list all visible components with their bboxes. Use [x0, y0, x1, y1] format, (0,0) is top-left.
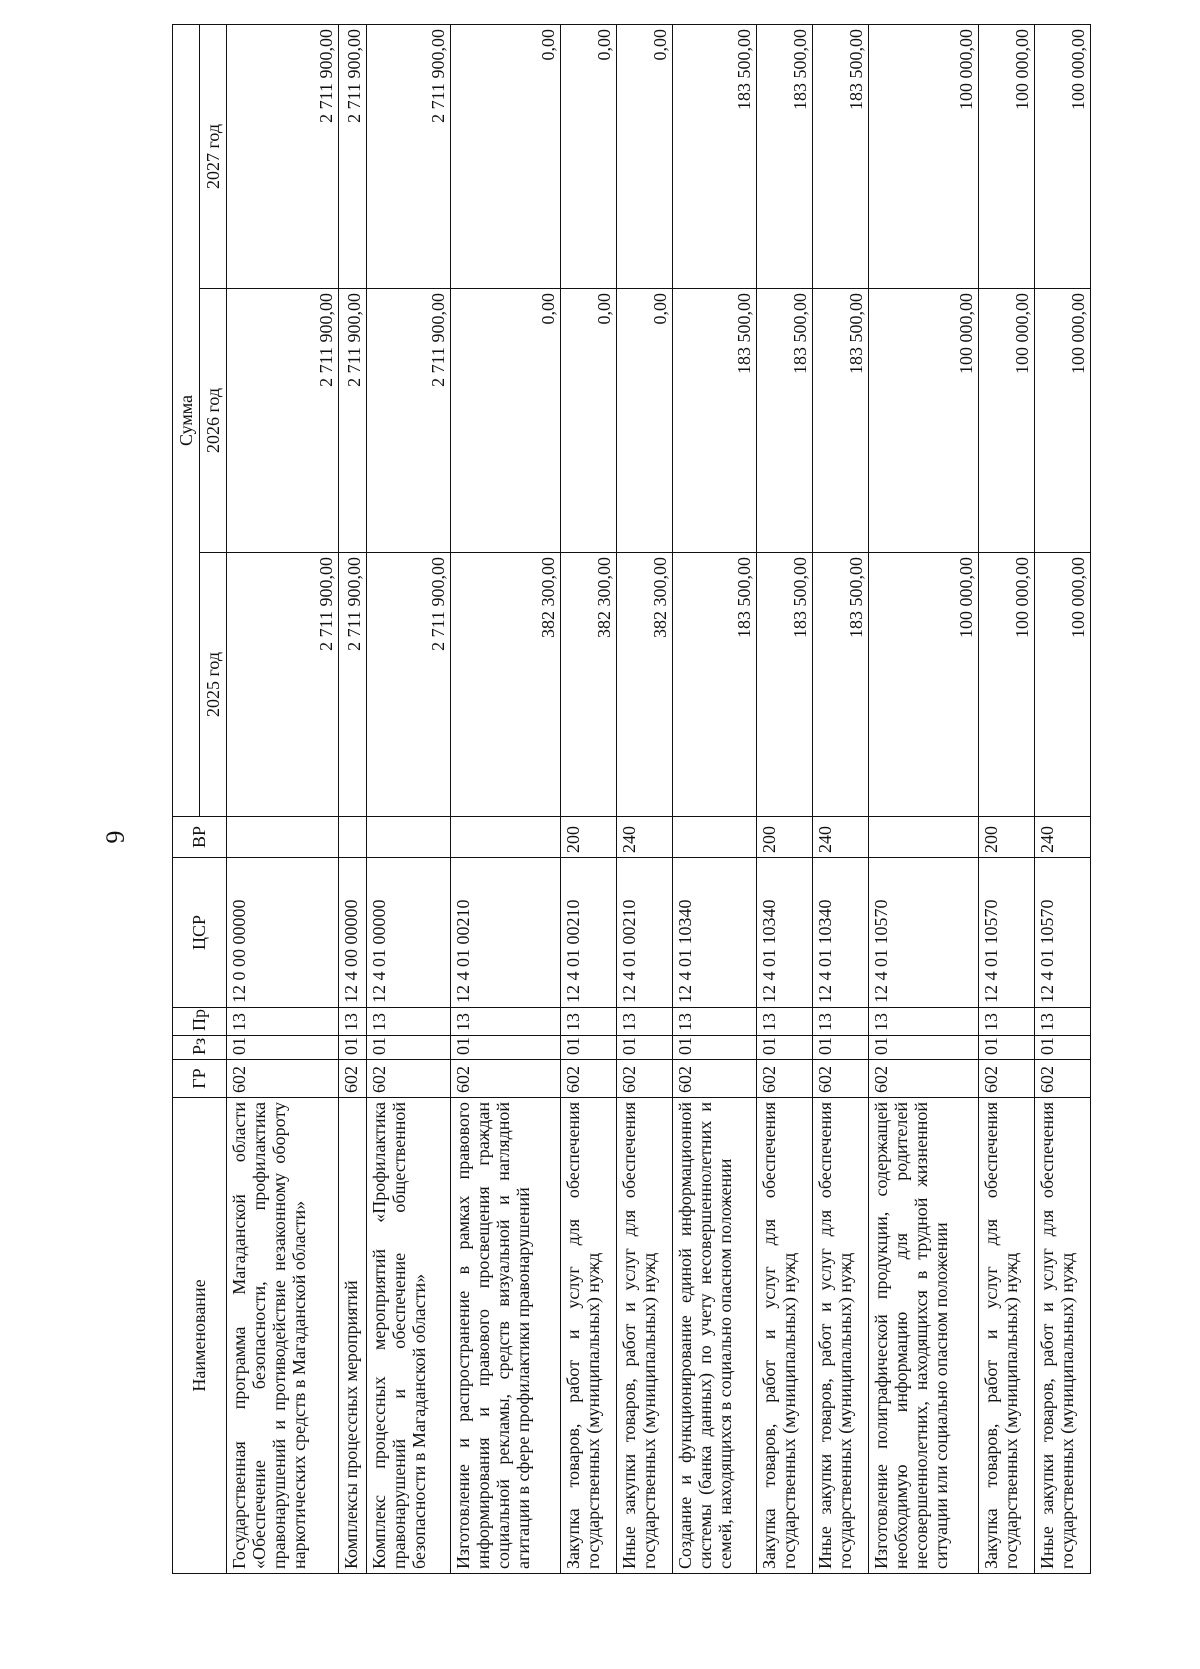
header-name: Наименование	[173, 1098, 227, 1574]
row-vr	[673, 817, 757, 858]
row-pr: 13	[673, 1008, 757, 1036]
row-sum-2025: 183 500,00	[673, 553, 757, 817]
row-sum-2027: 183 500,00	[673, 24, 757, 288]
row-pr: 13	[869, 1008, 979, 1036]
row-gr: 602	[451, 1060, 561, 1098]
row-pr: 13	[979, 1008, 1035, 1036]
header-pr: Пр	[173, 1008, 227, 1036]
row-name: Комплексы процессных мероприятий	[339, 1098, 367, 1574]
row-sum-2027: 100 000,00	[979, 24, 1035, 288]
row-name: Закупка товаров, работ и услуг для обеспечения государственных (муниципальных) нужд	[561, 1098, 617, 1574]
row-rz: 01	[869, 1036, 979, 1060]
row-sum-2025: 2 711 900,00	[367, 553, 451, 817]
row-gr: 602	[813, 1060, 869, 1098]
row-vr	[869, 817, 979, 858]
row-pr: 13	[1035, 1008, 1091, 1036]
row-sum-2027: 183 500,00	[813, 24, 869, 288]
row-gr: 602	[367, 1060, 451, 1098]
page-number: 6	[100, 830, 130, 844]
row-gr: 602	[227, 1060, 339, 1098]
row-sum-2025: 382 300,00	[561, 553, 617, 817]
row-rz: 01	[1035, 1036, 1091, 1060]
row-sum-2027: 2 711 900,00	[339, 24, 367, 288]
row-sum-2025: 2 711 900,00	[339, 553, 367, 817]
row-vr	[451, 817, 561, 858]
row-pr: 13	[227, 1008, 339, 1036]
row-sum-2026: 100 000,00	[1035, 289, 1091, 553]
row-name: Закупка товаров, работ и услуг для обеспечения государственных (муниципальных) нужд	[979, 1098, 1035, 1574]
row-sum-2026: 2 711 900,00	[367, 289, 451, 553]
row-csr: 12 4 01 10340	[757, 858, 813, 1008]
table-row	[339, 24, 367, 1573]
row-gr: 602	[339, 1060, 367, 1098]
table-row	[561, 24, 617, 1573]
row-name: Государственная программа Магаданской области «Обеспечение безопасности, профилактика правонарушений и противодействие незаконному обороту наркотических средств в Магаданской области»	[227, 1098, 339, 1574]
row-name: Создание и функционирование единой информационной системы (банка данных) по учету несовершеннолетних и семей, находящихся в социально опасном положении	[673, 1098, 757, 1574]
row-sum-2026: 100 000,00	[979, 289, 1035, 553]
row-csr: 12 4 01 10340	[673, 858, 757, 1008]
table-row	[617, 24, 673, 1573]
row-sum-2026: 183 500,00	[673, 289, 757, 553]
table-row	[979, 24, 1035, 1573]
row-vr: 240	[617, 817, 673, 858]
row-sum-2026: 183 500,00	[757, 289, 813, 553]
row-vr	[227, 817, 339, 858]
row-sum-2027: 0,00	[561, 24, 617, 288]
budget-table	[172, 24, 1091, 1574]
header-row	[173, 24, 200, 1573]
row-sum-2025: 382 300,00	[617, 553, 673, 817]
row-pr: 13	[451, 1008, 561, 1036]
table-row	[673, 24, 757, 1573]
row-csr: 12 4 01 10570	[1035, 858, 1091, 1008]
row-sum-2027: 183 500,00	[757, 24, 813, 288]
row-name: Изготовление и распространение в рамках правового информирования и правового просвещения граждан социальной рекламы, средств визуальной и наглядной агитации в сфере профилактики правонарушений	[451, 1098, 561, 1574]
row-sum-2026: 0,00	[561, 289, 617, 553]
row-rz: 01	[757, 1036, 813, 1060]
row-sum-2026: 0,00	[451, 289, 561, 553]
row-rz: 01	[451, 1036, 561, 1060]
row-sum-2027: 2 711 900,00	[367, 24, 451, 288]
table-row	[451, 24, 561, 1573]
header-gr: ГР	[173, 1060, 227, 1098]
row-name: Комплекс процессных мероприятий «Профилактика правонарушений и обеспечение общественной безопасности в Магаданской области»	[367, 1098, 451, 1574]
rotated-table-container	[172, 25, 1088, 1574]
row-sum-2026: 100 000,00	[869, 289, 979, 553]
header-rz: Рз	[173, 1036, 227, 1060]
row-gr: 602	[979, 1060, 1035, 1098]
row-pr: 13	[561, 1008, 617, 1036]
row-csr: 12 4 01 00210	[561, 858, 617, 1008]
row-rz: 01	[339, 1036, 367, 1060]
table-row	[1035, 24, 1091, 1573]
row-vr: 240	[813, 817, 869, 858]
table-row	[227, 24, 339, 1573]
row-gr: 602	[561, 1060, 617, 1098]
row-sum-2027: 100 000,00	[1035, 24, 1091, 288]
row-sum-2026: 2 711 900,00	[339, 289, 367, 553]
row-sum-2026: 0,00	[617, 289, 673, 553]
row-rz: 01	[367, 1036, 451, 1060]
row-sum-2025: 100 000,00	[979, 553, 1035, 817]
table-row	[757, 24, 813, 1573]
row-csr: 12 4 01 10340	[813, 858, 869, 1008]
row-vr: 200	[979, 817, 1035, 858]
row-name: Иные закупки товаров, работ и услуг для обеспечения государственных (муниципальных) нужд	[1035, 1098, 1091, 1574]
header-year-2026: 2026 год	[200, 289, 227, 553]
header-vr: ВР	[173, 817, 227, 858]
header-year-2025: 2025 год	[200, 553, 227, 817]
row-sum-2025: 2 711 900,00	[227, 553, 339, 817]
row-rz: 01	[561, 1036, 617, 1060]
row-name: Изготовление полиграфической продукции, содержащей необходимую информацию для родителей несовершеннолетних, находящихся в трудной жизненной ситуации или социально опасном положении	[869, 1098, 979, 1574]
row-vr	[339, 817, 367, 858]
row-rz: 01	[673, 1036, 757, 1060]
row-csr: 12 4 01 00000	[367, 858, 451, 1008]
row-sum-2026: 2 711 900,00	[227, 289, 339, 553]
row-csr: 12 0 00 00000	[227, 858, 339, 1008]
row-gr: 602	[673, 1060, 757, 1098]
row-sum-2026: 183 500,00	[813, 289, 869, 553]
table-row	[367, 24, 451, 1573]
row-gr: 602	[757, 1060, 813, 1098]
row-csr: 12 4 01 10570	[979, 858, 1035, 1008]
row-rz: 01	[813, 1036, 869, 1060]
header-year-2027: 2027 год	[200, 24, 227, 288]
row-sum-2025: 100 000,00	[1035, 553, 1091, 817]
header-sum: Сумма	[173, 24, 200, 816]
row-sum-2027: 100 000,00	[869, 24, 979, 288]
header-csr: ЦСР	[173, 858, 227, 1008]
row-rz: 01	[617, 1036, 673, 1060]
row-name: Иные закупки товаров, работ и услуг для обеспечения государственных (муниципальных) нужд	[813, 1098, 869, 1574]
row-csr: 12 4 01 00210	[451, 858, 561, 1008]
table-row	[869, 24, 979, 1573]
row-csr: 12 4 01 10570	[869, 858, 979, 1008]
row-gr: 602	[869, 1060, 979, 1098]
row-sum-2025: 100 000,00	[869, 553, 979, 817]
row-pr: 13	[757, 1008, 813, 1036]
row-gr: 602	[617, 1060, 673, 1098]
row-vr: 200	[561, 817, 617, 858]
row-rz: 01	[227, 1036, 339, 1060]
row-pr: 13	[339, 1008, 367, 1036]
row-vr	[367, 817, 451, 858]
row-sum-2027: 0,00	[451, 24, 561, 288]
row-sum-2025: 183 500,00	[813, 553, 869, 817]
row-pr: 13	[367, 1008, 451, 1036]
row-csr: 12 4 01 00210	[617, 858, 673, 1008]
row-sum-2025: 183 500,00	[757, 553, 813, 817]
row-pr: 13	[813, 1008, 869, 1036]
row-vr: 240	[1035, 817, 1091, 858]
row-sum-2027: 2 711 900,00	[227, 24, 339, 288]
row-rz: 01	[979, 1036, 1035, 1060]
row-pr: 13	[617, 1008, 673, 1036]
row-csr: 12 4 00 00000	[339, 858, 367, 1008]
row-gr: 602	[1035, 1060, 1091, 1098]
row-name: Иные закупки товаров, работ и услуг для обеспечения государственных (муниципальных) нужд	[617, 1098, 673, 1574]
row-name: Закупка товаров, работ и услуг для обеспечения государственных (муниципальных) нужд	[757, 1098, 813, 1574]
row-sum-2027: 0,00	[617, 24, 673, 288]
row-vr: 200	[757, 817, 813, 858]
table-row	[813, 24, 869, 1573]
row-sum-2025: 382 300,00	[451, 553, 561, 817]
